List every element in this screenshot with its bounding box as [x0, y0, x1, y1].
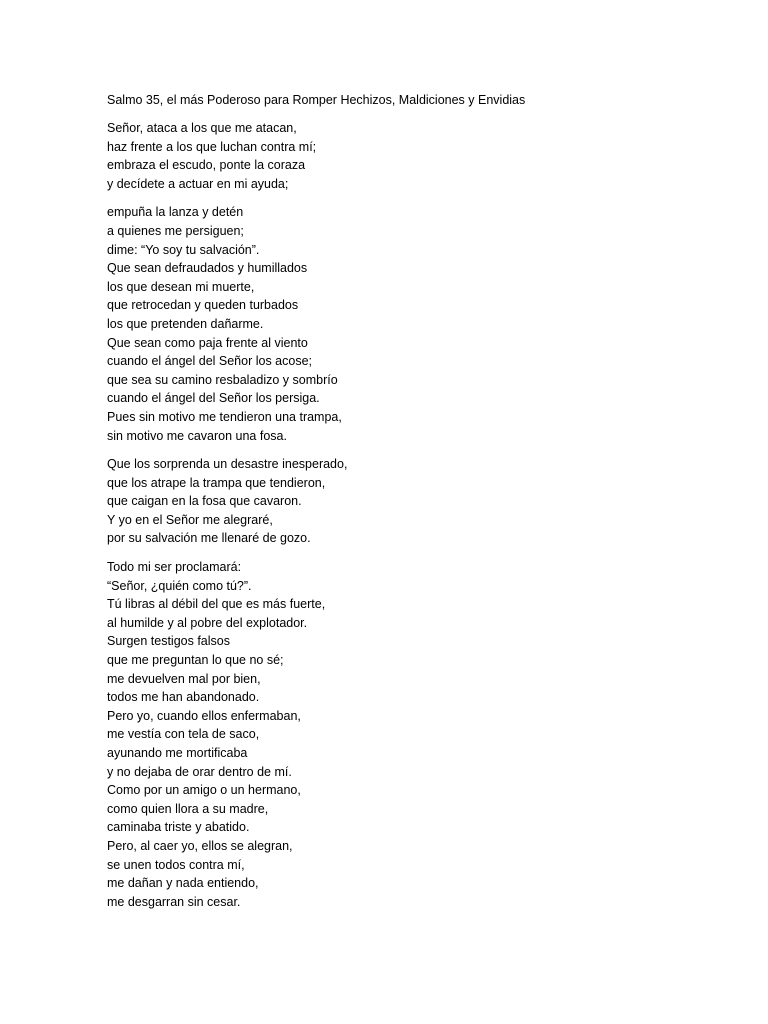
document-page: [107, 91, 727, 921]
stanza-3: [107, 455, 727, 548]
verse-line: a quienes me persiguen;: [107, 223, 244, 238]
verse-line: Como por un amigo o un hermano,: [107, 783, 301, 798]
verse-line: Pero yo, cuando ellos enfermaban,: [107, 708, 301, 723]
verse-line: todos me han abandonado.: [107, 690, 260, 705]
verse-line: se unen todos contra mí,: [107, 857, 245, 872]
verse-line: Que los sorprenda un desastre inesperado,: [107, 457, 348, 472]
verse-line: me desgarran sin cesar.: [107, 894, 241, 909]
verse-line: Pues sin motivo me tendieron una trampa,: [107, 409, 342, 424]
verse-line: que caigan en la fosa que cavaron.: [107, 494, 302, 509]
verse-line: embraza el escudo, ponte la coraza: [107, 158, 306, 173]
stanza-4: [107, 558, 727, 911]
verse-line: ayunando me mortificaba: [107, 746, 248, 760]
verse-line: me dañan y nada entiendo,: [107, 876, 259, 891]
verse-line: cuando el ángel del Señor los persiga.: [107, 391, 320, 406]
verse-line: caminaba triste y abatido.: [107, 820, 250, 835]
verse-line: Que sean como paja frente al viento: [107, 335, 308, 350]
verse-line: por su salvación me llenaré de gozo.: [107, 531, 311, 546]
verse-line: dime: “Yo soy tu salvación”.: [107, 242, 260, 257]
document-title: Salmo 35, el más Poderoso para Romper Hechizos, Maldiciones y Envidias: [107, 93, 526, 107]
stanza-1: [107, 119, 727, 193]
verse-line: al humilde y al pobre del explotador.: [107, 615, 308, 630]
verse-line: Pero, al caer yo, ellos se alegran,: [107, 838, 293, 853]
verse-line: Tú libras al débil del que es más fuerte,: [107, 597, 326, 612]
verse-line: “Señor, ¿quién como tú?”.: [107, 578, 252, 593]
verse-line: que me preguntan lo que no sé;: [107, 653, 284, 668]
verse-line: Señor, ataca a los que me atacan,: [107, 121, 297, 135]
verse-line: que sea su camino resbaladizo y sombrío: [107, 372, 338, 387]
verse-line: como quien llora a su madre,: [107, 801, 269, 816]
verse-line: Que sean defraudados y humillados: [107, 261, 308, 276]
verse-line: sin motivo me cavaron una fosa.: [107, 428, 287, 443]
verse-line: me vestía con tela de saco,: [107, 727, 260, 742]
verse-line: los que pretenden dañarme.: [107, 316, 264, 331]
verse-line: que retrocedan y queden turbados: [107, 298, 299, 313]
verse-line: y no dejaba de orar dentro de mí.: [107, 764, 292, 779]
stanza-2: [107, 203, 727, 445]
verse-line: empuña la lanza y detén: [107, 205, 244, 220]
verse-line: Todo mi ser proclamará:: [107, 560, 242, 575]
verse-line: me devuelven mal por bien,: [107, 671, 261, 686]
verse-line: haz frente a los que luchan contra mí;: [107, 139, 317, 154]
verse-line: que los atrape la trampa que tendieron,: [107, 475, 326, 490]
verse-line: Y yo en el Señor me alegraré,: [107, 512, 273, 527]
verse-line: cuando el ángel del Señor los acose;: [107, 354, 313, 369]
verse-line: Surgen testigos falsos: [107, 634, 230, 649]
verse-line: y decídete a actuar en mi ayuda;: [107, 176, 289, 191]
verse-line: los que desean mi muerte,: [107, 279, 255, 294]
